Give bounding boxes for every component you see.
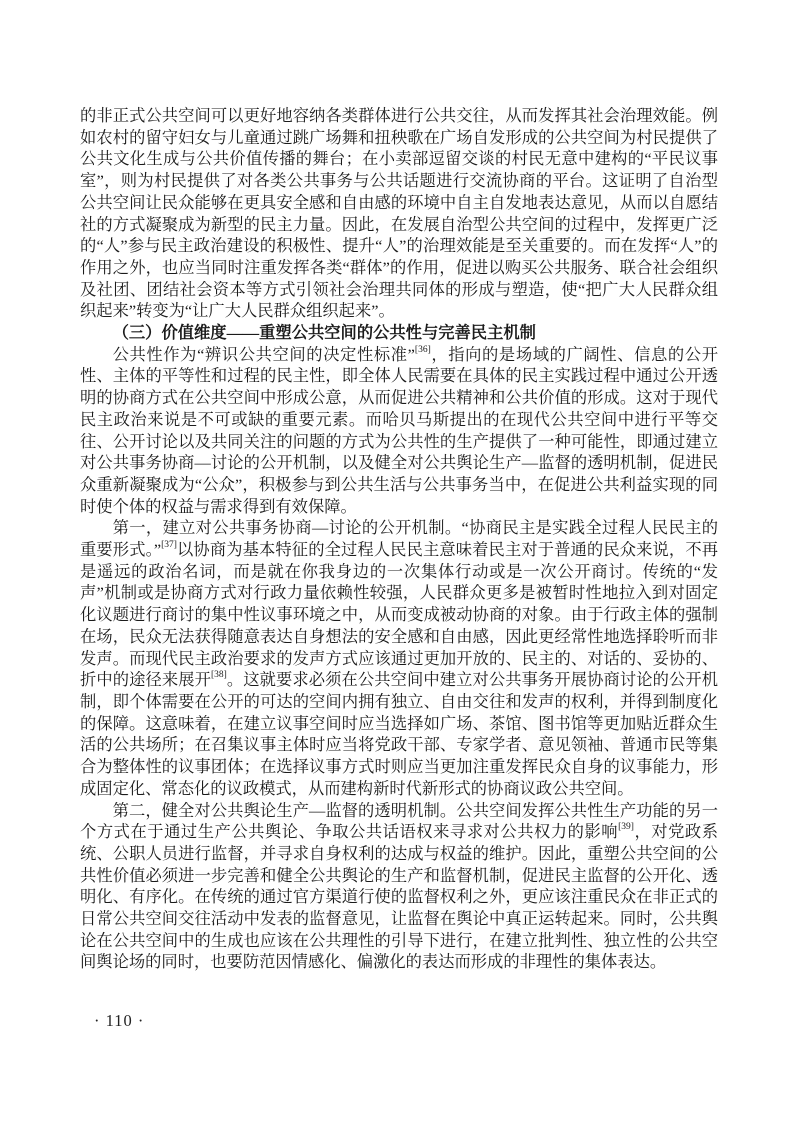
section-heading — [80, 322, 718, 344]
body-text: 第二，健全对公共舆论生产—监督的透明机制。公共空间发挥公共性生产功能的另一个方式在于通过生产公共舆论、争取公共话语权来寻求对公共权力的影响 — [80, 800, 718, 842]
body-text: 。这就要求必须在公共空间中建立对公共事务开展协商讨论的公开机制，即个体需要在公开的可达的空间内拥有独立、自由交往和发声的权利，并得到制度化的保障。这意味着，在建立议事空间时应当选择如广场、茶馆、图书馆等更加贴近群众生活的公共场所；在召集议事主体时应当将党政干部、专家学者、意见领袖、普通市民等集合为整体性的议事团体；在选择议事方式时则应当更加注重发挥民众自身的议事能力，形成固定化、常态化的议政模式，从而建构新时代新形式的协商议政公共空间。 — [80, 670, 718, 798]
paragraph — [80, 105, 718, 322]
paragraph — [80, 344, 718, 518]
citation-ref: [37] — [161, 540, 177, 551]
paragraph — [80, 517, 718, 799]
citation-ref: [36] — [414, 344, 431, 355]
paragraph — [80, 800, 718, 974]
body-text: （三）价值维度——重塑公共空间的公共性与完善民主机制 — [112, 323, 536, 343]
citation-ref: [38] — [210, 670, 227, 681]
body-text: 公共性作为“辨识公共空间的决定性标准” — [112, 344, 415, 364]
body-text: ，对党政系统、公职人员进行监督，并寻求自身权利的达成与权益的维护。因此，重塑公共空间的公共性价值必须进一步完善和健全公共舆论的生产和监督机制，促进民主监督的公开化、透明化、有序化。在传统的通过官方渠道行使的监督权利之外，更应该注重民众在非正式的日常公共空间交往活动中发表的监督意见，让监督在舆论中真正运转起来。同时，公共舆论在公共空间中的生成也应该在公共理性的引导下进行，在建立批判性、独立性的公共空间舆论场的同时，也要防范因情感化、偏激化的表达而形成的非理性的集体表达。 — [80, 822, 718, 972]
page-number: · 110 · — [94, 1011, 145, 1030]
body-text: 以协商为基本特征的全过程人民民主意味着民主对于普通的民众来说，不再是遥远的政治名词，而是就在你我身边的一次集体行动或是一次公开商讨。传统的“发声”机制或是协商方式对行政力量依赖性较强，人民群众更多是被暂时性地拉入到对固定化议题进行商讨的集中性议事环境之中，从而变成被动协商的对象。由于行政主体的强制在场，民众无法获得随意表达自身想法的安全感和自由感，因此更经常性地选择聆听而非发声。而现代民主政治要求的发声方式应该通过更加开放的、民主的、对话的、妥协的、折中的途径来展开 — [80, 540, 718, 690]
body-text: ，指向的是场域的广阔性、信息的公开性、主体的平等性和过程的民主性，即全体人民需要在具体的民主实践过程中通过公开透明的协商方式在公共空间中形成公意，从而促进公共精神和公共价值的形成。这对于现代民主政治来说是不可或缺的重要元素。而哈贝马斯提出的在现代公共空间中进行平等交往、公开讨论以及共同关注的问题的方式为公共性的生产提供了一种可能性，即通过建立对公共事务协商—讨论的公开机制，以及健全对公共舆论生产—监督的透明机制，促进民众重新凝聚成为“公众”，积极参与到公共生活与公共事务当中，在促进公共利益实现的同时使个体的权益与需求得到有效保障。 — [80, 344, 718, 516]
body-text: 的非正式公共空间可以更好地容纳各类群体进行公共交往，从而发挥其社会治理效能。例如农村的留守妇女与儿童通过跳广场舞和扭秧歌在广场自发形成的公共空间为村民提供了公共文化生成与公共价值传播的舞台；在小卖部逗留交谈的村民无意中建构的“平民议事室”，则为村民提供了对各类公共事务与公共话题进行交流协商的平台。这证明了自治型公共空间让民众能够在更具安全感和自由感的环境中自主自发地表达意见，从而以自愿结社的方式凝聚成为新型的民主力量。因此，在发展自治型公共空间的过程中，发挥更广泛的“人”参与民主政治建设的积极性、提升“人”的治理效能是至关重要的。而在发挥“人”的作用之外，也应当同时注重发挥各类“群体”的作用，促进以购买公共服务、联合社会组织及社团、团结社会资本等方式引领社会治理共同体的形成与塑造，使“把广大人民群众组织起来”转变为“让广大人民群众组织起来”。 — [80, 106, 718, 321]
body-text: 第一，建立对公共事务协商—讨论的公开机制。“协商民主是实践全过程人民民主的重要形式。” — [80, 518, 718, 560]
article-body — [80, 105, 718, 973]
citation-ref: [39] — [618, 822, 634, 833]
